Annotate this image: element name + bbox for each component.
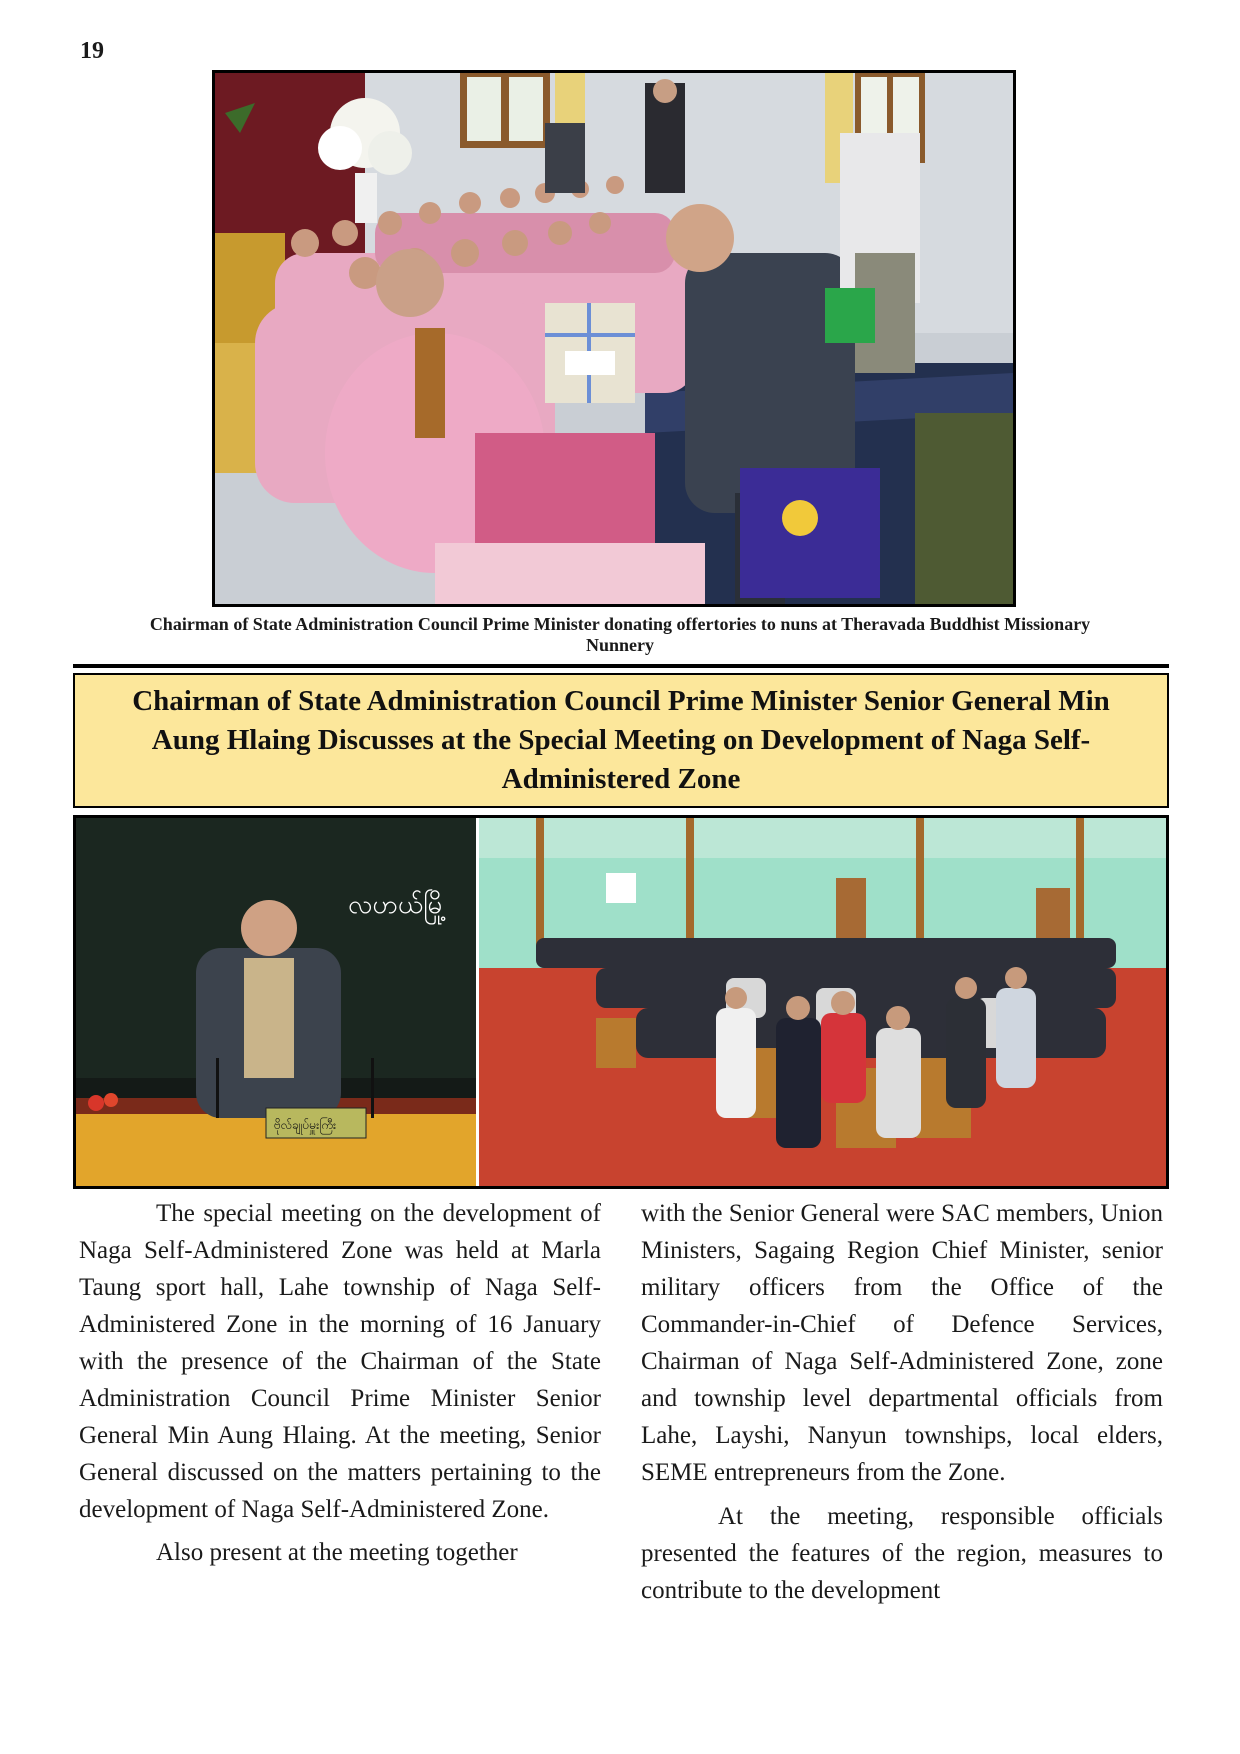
donation-photo — [212, 70, 1016, 607]
article-column-left — [79, 1195, 601, 1571]
headline-box — [73, 673, 1169, 808]
article-headline: Chairman of State Administration Council Prime Minister Senior General Min Aung Hlaing Discusses at the Special Meeting on Development of Naga Self-Administered Zone — [132, 685, 1110, 795]
paragraph: At the meeting, responsible officials presented the features of the region, measures to contribute to the development — [641, 1503, 1163, 1604]
page-number: 19 — [80, 38, 104, 64]
paragraph: Also present at the meeting together — [156, 1539, 518, 1566]
section-divider — [73, 664, 1169, 668]
nameplate-text: ဗိုလ်ချုပ်မှူးကြီး — [274, 1118, 337, 1132]
article-column-right — [641, 1195, 1163, 1609]
photo-caption: Chairman of State Administration Council Prime Minister donating offertories to nuns at Theravada Buddhist Missionary Nunnery — [149, 614, 1091, 655]
stage-sign-text: လဟယ်မြို့ — [348, 890, 447, 920]
paragraph: The special meeting on the development of Naga Self-Administered Zone was held at Marla Taung sport hall, Lahe township of Naga Self-Administered Zone in the morning of 16 January with the presence of the Chairman of the State Administration Council Prime Minister Senior General Min Aung Hlaing. At the meeting, Senior General discussed on the matters pertaining to the development of Naga Self-Administered Zone. — [79, 1200, 601, 1523]
meeting-photo — [73, 815, 1169, 1189]
paragraph: with the Senior General were SAC members, Union Ministers, Sagaing Region Chief Minister, senior military officers from the Office of the Commander-in-Chief of Defence Services, Chairman of Naga Self-Administered Zone, zone and township level departmental officials from Lahe, Layshi, Nanyun townships, local elders, SEME entrepreneurs from the Zone. — [641, 1200, 1163, 1486]
